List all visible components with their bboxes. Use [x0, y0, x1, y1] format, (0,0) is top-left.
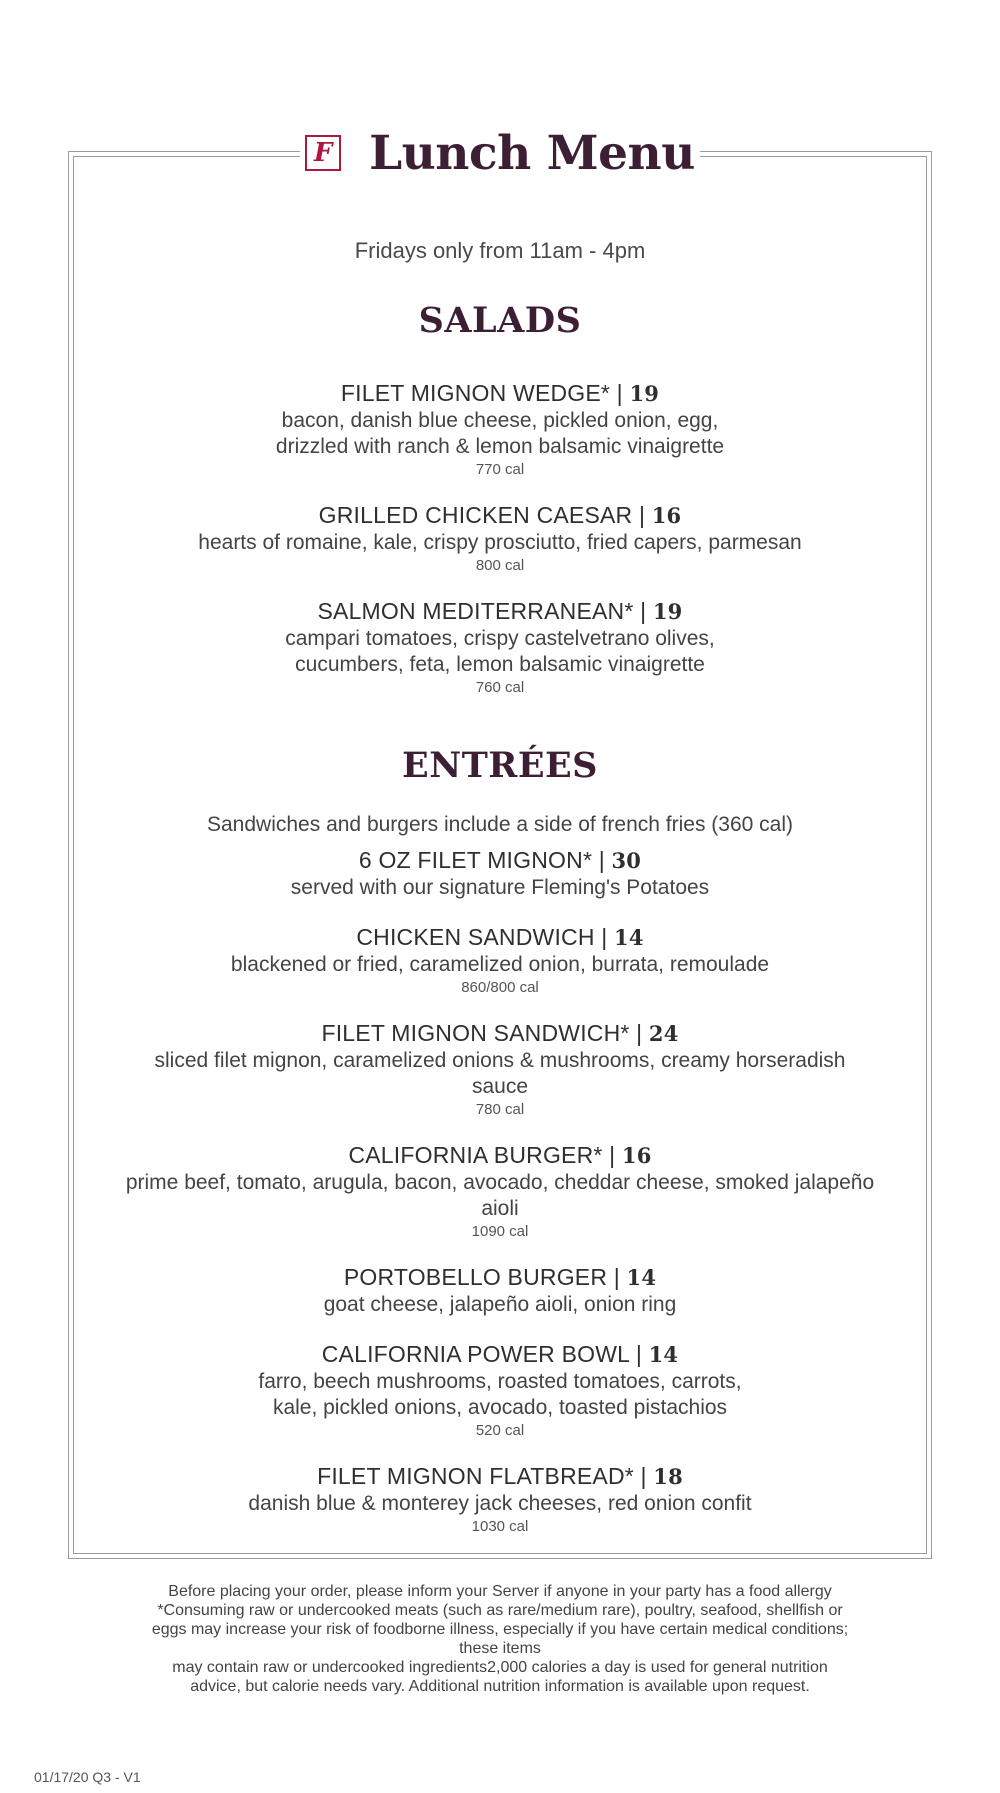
menu-item-calories: 800 cal — [475, 557, 525, 574]
menu-item-name: SALMON MEDITERRANEAN* | — [317, 598, 647, 624]
entrees-list — [80, 846, 920, 1536]
menu-item-description: sliced filet mignon, caramelized onions & mushrooms, creamy horseradish — [154, 1049, 846, 1072]
menu-item — [80, 1263, 920, 1318]
menu-item — [80, 923, 920, 997]
menu-item-price: 19 — [652, 599, 683, 624]
menu-item-price: 18 — [653, 1464, 683, 1489]
menu-item — [80, 846, 920, 901]
menu-item-title — [80, 501, 920, 530]
disclaimer-line: these items — [459, 1640, 541, 1657]
menu-item-name: GRILLED CHICKEN CAESAR | — [318, 502, 646, 528]
entrees-note: Sandwiches and burgers include a side of french fries (360 cal) — [207, 813, 793, 836]
fleming-f-logo-icon — [305, 135, 341, 171]
menu-item-calories: 1030 cal — [471, 1518, 529, 1535]
menu-item-description: drizzled with ranch & lemon balsamic vinaigrette — [275, 435, 725, 458]
menu-item-name: CALIFORNIA POWER BOWL | — [321, 1341, 643, 1367]
menu-item-description: campari tomatoes, crispy castelvetrano olives, — [285, 627, 715, 650]
menu-item — [80, 597, 920, 697]
menu-item-calories: 860/800 cal — [461, 979, 539, 996]
menu-item-description: kale, pickled onions, avocado, toasted pistachios — [272, 1396, 728, 1419]
menu-item-calories: 1090 cal — [471, 1223, 529, 1240]
menu-item-price: 14 — [626, 1265, 657, 1290]
menu-item-price: 19 — [629, 381, 660, 406]
menu-item-price: 24 — [648, 1021, 679, 1046]
menu-item-description: served with our signature Fleming's Potatoes — [290, 876, 710, 899]
menu-item-description: blackened or fried, caramelized onion, burrata, remoulade — [230, 953, 770, 976]
menu-item-description: aioli — [481, 1197, 519, 1220]
menu-item-title — [80, 1019, 920, 1048]
menu-item-name: CHICKEN SANDWICH | — [356, 924, 608, 950]
menu-item-calories: 520 cal — [475, 1422, 525, 1439]
hours-note: Fridays only from 11am - 4pm — [354, 238, 646, 263]
menu-item-title — [80, 1340, 920, 1369]
menu-item-description: prime beef, tomato, arugula, bacon, avocado, cheddar cheese, smoked jalapeño — [125, 1171, 875, 1194]
menu-item-name: PORTOBELLO BURGER | — [343, 1264, 620, 1290]
disclaimer-line: eggs may increase your risk of foodborne illness, especially if you have certain medical conditions; — [151, 1621, 849, 1638]
menu-item-price: 16 — [621, 1143, 652, 1168]
menu-item-title — [80, 597, 920, 626]
menu-item-name: FILET MIGNON WEDGE* | — [340, 380, 623, 406]
menu-item — [80, 379, 920, 479]
menu-item — [80, 1141, 920, 1241]
disclaimer-line: advice, but calorie needs vary. Additional nutrition information is available upon request. — [190, 1678, 810, 1695]
disclaimer-line: may contain raw or undercooked ingredients2,000 calories a day is used for general nutrition — [172, 1659, 828, 1676]
menu-item-description: cucumbers, feta, lemon balsamic vinaigrette — [295, 653, 705, 676]
menu-item-title — [80, 379, 920, 408]
menu-header — [300, 118, 700, 188]
disclaimer-line: Before placing your order, please inform your Server if anyone in your party has a food allergy — [168, 1583, 832, 1600]
page-title: Lunch Menu — [369, 125, 695, 181]
menu-item-title — [80, 846, 920, 875]
menu-item-price: 16 — [651, 503, 682, 528]
menu-item-description: sauce — [471, 1075, 529, 1098]
menu-item-description: danish blue & monterey jack cheeses, red onion confit — [248, 1492, 752, 1515]
menu-item-price: 14 — [648, 1342, 679, 1367]
menu-item-price: 14 — [614, 925, 644, 950]
salads-heading: SALADS — [418, 300, 582, 341]
menu-item — [80, 1019, 920, 1119]
menu-item-name: CALIFORNIA BURGER* | — [348, 1142, 616, 1168]
menu-item-price: 30 — [611, 848, 642, 873]
allergy-disclaimer — [100, 1582, 900, 1696]
menu-item — [80, 501, 920, 575]
entrees-heading: ENTRÉES — [402, 745, 598, 786]
menu-item-calories: 780 cal — [475, 1101, 525, 1118]
menu-item-title — [80, 1263, 920, 1292]
menu-item-title — [80, 923, 920, 952]
menu-item-description: farro, beech mushrooms, roasted tomatoes, carrots, — [258, 1370, 742, 1393]
menu-item-name: FILET MIGNON FLATBREAD* | — [317, 1463, 647, 1489]
disclaimer-line: *Consuming raw or undercooked meats (such as rare/medium rare), poultry, seafood, shellfish or — [157, 1602, 843, 1619]
menu-item-name: FILET MIGNON SANDWICH* | — [321, 1020, 643, 1046]
logo-letter: F — [313, 138, 333, 168]
menu-item-description: hearts of romaine, kale, crispy prosciutto, fried capers, parmesan — [198, 531, 802, 554]
menu-item-title — [80, 1462, 920, 1491]
menu-item-calories: 770 cal — [475, 461, 525, 478]
menu-item-description: bacon, danish blue cheese, pickled onion, egg, — [281, 409, 719, 432]
menu-item-calories: 760 cal — [475, 679, 525, 696]
version-code: 01/17/20 Q3 - V1 — [34, 1769, 141, 1785]
menu-item — [80, 1462, 920, 1536]
menu-item-title — [80, 1141, 920, 1170]
menu-item-name: 6 OZ FILET MIGNON* | — [358, 847, 605, 873]
salads-list — [80, 379, 920, 697]
menu-content — [80, 230, 920, 1558]
menu-item-description: goat cheese, jalapeño aioli, onion ring — [323, 1293, 677, 1316]
menu-item — [80, 1340, 920, 1440]
